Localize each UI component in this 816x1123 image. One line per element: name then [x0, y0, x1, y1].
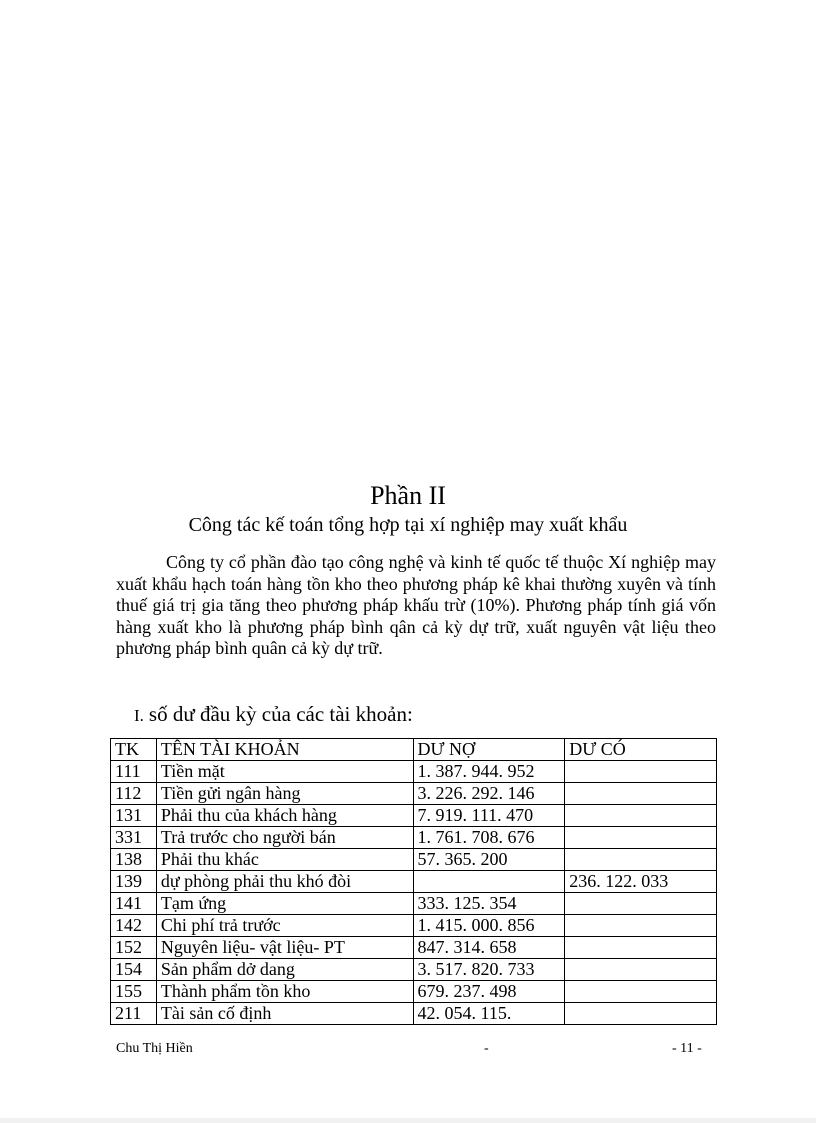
account-code: 331 — [111, 827, 157, 849]
account-name: Tiền mặt — [156, 761, 413, 783]
debit-balance: 7. 919. 111. 470 — [413, 805, 565, 827]
account-name: Trả trước cho người bán — [156, 827, 413, 849]
table-row — [111, 915, 717, 937]
account-code: 141 — [111, 893, 157, 915]
footer-separator: - — [484, 1041, 489, 1056]
table-row — [111, 981, 717, 1003]
account-code: 139 — [111, 871, 157, 893]
table-row — [111, 849, 717, 871]
credit-balance — [565, 827, 717, 849]
table-row — [111, 827, 717, 849]
table-row — [111, 937, 717, 959]
account-name: Chi phí trả trước — [156, 915, 413, 937]
debit-balance: 42. 054. 115. — [413, 1003, 565, 1025]
credit-balance — [565, 937, 717, 959]
debit-balance — [413, 871, 565, 893]
table-row — [111, 871, 717, 893]
section-number: I. — [134, 706, 144, 725]
account-code: 142 — [111, 915, 157, 937]
account-code: 138 — [111, 849, 157, 871]
table-row — [111, 783, 717, 805]
account-name: Tạm ứng — [156, 893, 413, 915]
table-row — [111, 893, 717, 915]
credit-balance — [565, 959, 717, 981]
account-name: Sản phẩm dở dang — [156, 959, 413, 981]
account-code: 155 — [111, 981, 157, 1003]
debit-balance: 57. 365. 200 — [413, 849, 565, 871]
debit-balance: 847. 314. 658 — [413, 937, 565, 959]
header-debit: DƯ NỢ — [413, 739, 565, 761]
account-name: Tiền gửi ngân hàng — [156, 783, 413, 805]
account-name: dự phòng phải thu khó đòi — [156, 871, 413, 893]
credit-balance — [565, 981, 717, 1003]
debit-balance: 1. 415. 000. 856 — [413, 915, 565, 937]
credit-balance — [565, 783, 717, 805]
debit-balance: 1. 387. 944. 952 — [413, 761, 565, 783]
table-row — [111, 805, 717, 827]
account-code: 112 — [111, 783, 157, 805]
account-code: 154 — [111, 959, 157, 981]
credit-balance — [565, 805, 717, 827]
credit-balance — [565, 915, 717, 937]
header-account-name: TÊN TÀI KHOẢN — [156, 739, 413, 761]
account-name: Nguyên liệu- vật liệu- PT — [156, 937, 413, 959]
intro-paragraph: Công ty cổ phần đào tạo công nghệ và kinh tế quốc tế thuộc Xí nghiệp may xuất khẩu hạch toán hàng tồn kho theo phương pháp kê khai thường xuyên và tính thuế giá trị gia tăng theo phương pháp khấu trừ (10%). Phương pháp tính giá vốn hàng xuất kho là phương pháp bình qân cả kỳ dự trữ, xuất nguyên vật liệu theo phương pháp bình quân cả kỳ dự trữ. — [116, 552, 716, 658]
account-code: 111 — [111, 761, 157, 783]
account-code: 211 — [111, 1003, 157, 1025]
account-balance-table — [110, 738, 717, 1025]
account-code: 152 — [111, 937, 157, 959]
debit-balance: 1. 761. 708. 676 — [413, 827, 565, 849]
table-row — [111, 761, 717, 783]
header-account-code: TK — [111, 739, 157, 761]
chapter-subtitle: Công tác kế toán tổng hợp tại xí nghiệp may xuất khẩu — [188, 514, 628, 536]
account-name: Tài sản cố định — [156, 1003, 413, 1025]
page-bottom-edge — [0, 1118, 816, 1123]
credit-balance — [565, 849, 717, 871]
header-credit: DƯ CÓ — [565, 739, 717, 761]
debit-balance: 333. 125. 354 — [413, 893, 565, 915]
credit-balance — [565, 893, 717, 915]
credit-balance — [565, 761, 717, 783]
credit-balance: 236. 122. 033 — [565, 871, 717, 893]
section-heading — [134, 701, 413, 729]
footer-author: Chu Thị Hiền — [116, 1041, 193, 1056]
table-row — [111, 959, 717, 981]
account-name: Phải thu khác — [156, 849, 413, 871]
account-code: 131 — [111, 805, 157, 827]
table-header-row — [111, 739, 717, 761]
section-title: số dư đầu kỳ của các tài khoản: — [148, 702, 413, 726]
table-row — [111, 1003, 717, 1025]
debit-balance: 3. 517. 820. 733 — [413, 959, 565, 981]
credit-balance — [565, 1003, 717, 1025]
account-name: Thành phẩm tồn kho — [156, 981, 413, 1003]
debit-balance: 3. 226. 292. 146 — [413, 783, 565, 805]
debit-balance: 679. 237. 498 — [413, 981, 565, 1003]
account-name: Phải thu của khách hàng — [156, 805, 413, 827]
footer-page-number: - 11 - — [672, 1041, 702, 1056]
part-title: Phần II — [370, 481, 446, 510]
